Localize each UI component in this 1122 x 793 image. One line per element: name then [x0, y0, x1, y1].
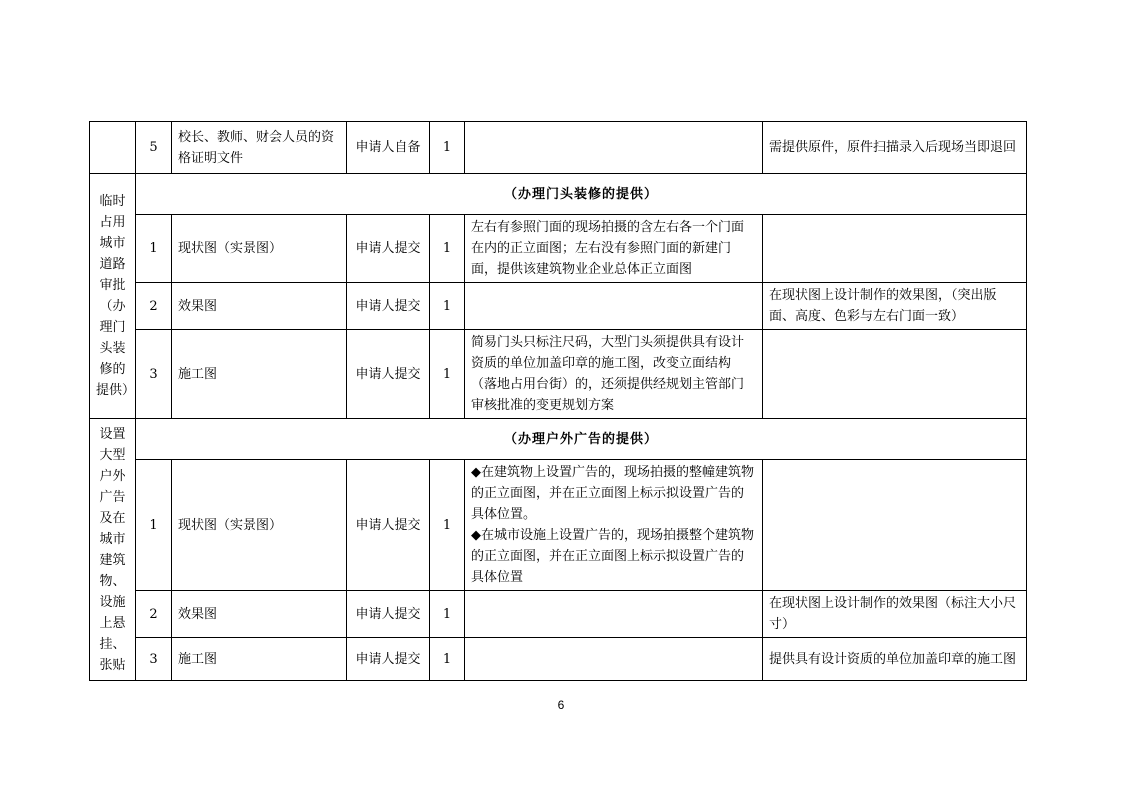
description-bullet: ◆在城市设施上设置广告的，现场拍摄整个建筑物的正立面图，并在正立面图上标示拟设置广告的具体位置: [471, 528, 754, 585]
table-row: [90, 460, 1027, 591]
material-quantity: 1: [430, 330, 465, 419]
category-label: 临时占用城市道路审批（办理门头装修的提供）: [90, 174, 136, 419]
material-name: 施工图: [172, 638, 347, 681]
table-row: [90, 591, 1027, 638]
materials-table: [89, 121, 1027, 681]
row-number: 3: [136, 330, 172, 419]
material-note: 提供具有设计资质的单位加盖印章的施工图: [763, 638, 1027, 681]
section-row: [90, 174, 1027, 215]
table-row: [90, 330, 1027, 419]
material-description: [465, 460, 763, 591]
material-source: 申请人提交: [347, 591, 430, 638]
material-note: 在现状图上设计制作的效果图，（突出版面、高度、色彩与左右门面一致）: [763, 283, 1027, 330]
material-quantity: 1: [430, 638, 465, 681]
material-description: [465, 638, 763, 681]
material-description: 左右有参照门面的现场拍摄的含左右各一个门面在内的正立面图；左右没有参照门面的新建门面，提供该建筑物业企业总体正立面图: [465, 215, 763, 283]
material-description: [465, 122, 763, 174]
material-name: 效果图: [172, 283, 347, 330]
material-note: 在现状图上设计制作的效果图（标注大小尺寸）: [763, 591, 1027, 638]
material-quantity: 1: [430, 215, 465, 283]
material-quantity: 1: [430, 591, 465, 638]
material-quantity: 1: [430, 283, 465, 330]
row-number: 2: [136, 591, 172, 638]
material-source: 申请人自备: [347, 122, 430, 174]
material-description: [465, 283, 763, 330]
row-number: 1: [136, 460, 172, 591]
row-number: 5: [136, 122, 172, 174]
section-title: （办理门头装修的提供）: [136, 174, 1027, 215]
material-name: 校长、教师、财会人员的资格证明文件: [172, 122, 347, 174]
page-number: 6: [557, 698, 565, 712]
table-row: [90, 215, 1027, 283]
material-name: 现状图（实景图）: [172, 215, 347, 283]
material-source: 申请人提交: [347, 638, 430, 681]
table-row: [90, 283, 1027, 330]
material-name: 效果图: [172, 591, 347, 638]
row-number: 1: [136, 215, 172, 283]
material-description: 简易门头只标注尺码，大型门头须提供具有设计资质的单位加盖印章的施工图，改变立面结构（落地占用台街）的，还须提供经规划主管部门审核批准的变更规划方案: [465, 330, 763, 419]
material-source: 申请人提交: [347, 460, 430, 591]
material-source: 申请人提交: [347, 215, 430, 283]
material-description: [465, 591, 763, 638]
table-row: [90, 638, 1027, 681]
section-title: （办理户外广告的提供）: [136, 419, 1027, 460]
category-label: 设置大型户外广告及在城市建筑物、设施上悬挂、张贴: [90, 419, 136, 681]
description-bullet: ◆在建筑物上设置广告的，现场拍摄的整幢建筑物的正立面图，并在正立面图上标示拟设置广告的具体位置。: [471, 465, 754, 522]
section-row: [90, 419, 1027, 460]
material-name: 施工图: [172, 330, 347, 419]
row-number: 2: [136, 283, 172, 330]
material-quantity: 1: [430, 122, 465, 174]
material-note: 需提供原件，原件扫描录入后现场当即退回: [763, 122, 1027, 174]
material-source: 申请人提交: [347, 283, 430, 330]
material-note: [763, 215, 1027, 283]
row-number: 3: [136, 638, 172, 681]
table-row: [90, 122, 1027, 174]
material-name: 现状图（实景图）: [172, 460, 347, 591]
material-source: 申请人提交: [347, 330, 430, 419]
material-quantity: 1: [430, 460, 465, 591]
material-note: [763, 330, 1027, 419]
material-note: [763, 460, 1027, 591]
category-cell-empty: [90, 122, 136, 174]
